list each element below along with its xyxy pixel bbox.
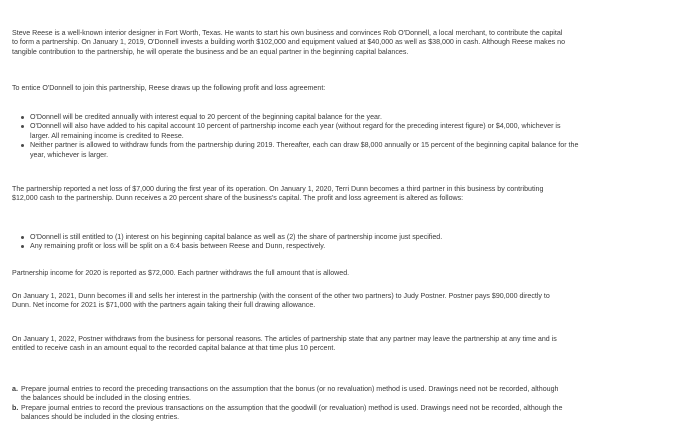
bullet-icon	[21, 116, 24, 119]
question-text: Prepare journal entries to record the previous transactions on the assumption that the goodwill (or revaluation) method is used. Drawings need not be recorded, although the balances should be included in the closing entries.	[21, 403, 563, 422]
altered-agreement-list	[12, 233, 580, 252]
postner-2022-paragraph: On January 1, 2022, Postner withdraws from the business for personal reasons. The articles of partnership state that any partner may leave the partnership at any time and is entitled to receive cash in an amount equal to the recorded capital balance at that time plus 10 percent.	[12, 335, 557, 353]
list-item: O'Donnell will also have added to his capital account 10 percent of partnership income each year (without regard for the preceding interest figure) or $4,000, whichever is larger. All remaining income is credited to Reese.	[12, 122, 580, 141]
question-label: b.	[12, 403, 19, 412]
list-item: O'Donnell is still entitled to (1) interest on his beginning capital balance as well as (2) the share of partnership income just specified.	[12, 233, 580, 242]
bullet-icon	[21, 125, 24, 128]
bullet-icon	[21, 236, 24, 239]
list-item: O'Donnell will be credited annually with interest equal to 20 percent of the beginning capital balance for the year.	[12, 113, 580, 122]
list-item: Neither partner is allowed to withdraw funds from the partnership during 2019. Thereafter, each can draw $8,000 annually or 15 percent of the beginning capital balance for the year, whichever is larger.	[12, 141, 580, 160]
bullet-icon	[21, 245, 24, 248]
agreement-list	[12, 113, 580, 160]
intro-paragraph: Steve Reese is a well-known interior designer in Fort Worth, Texas. He wants to start his own business and convinces Rob O'Donnell, a local merchant, to contribute the capital to form a partnership. On January 1, 2019, O'Donnell invests a building worth $102,000 and equipment valued at $40,000 as well as $38,000 in cash. Although Reese makes no tangible contribution to the partnership, he will operate the business and be an equal partner in the beginning capital balances.	[12, 29, 566, 56]
entice-paragraph: To entice O'Donnell to join this partnership, Reese draws up the following profit and loss agreement:	[12, 84, 326, 92]
question-b	[12, 404, 566, 423]
question-label: a.	[12, 385, 18, 393]
bullet-icon	[21, 144, 24, 147]
question-a	[12, 385, 566, 404]
dunn-2021-paragraph: On January 1, 2021, Dunn becomes ill and sells her interest in the partnership (with the consent of the other two partners) to Judy Postner. Postner pays $90,000 directly to Dunn. Net income for 2021 is $71,000 with the partners again taking their full drawing allowance.	[12, 292, 550, 310]
questions-list	[12, 385, 566, 423]
list-item: Any remaining profit or loss will be split on a 6:4 basis between Reese and Dunn, respectively.	[12, 242, 580, 251]
income-2020-paragraph: Partnership income for 2020 is reported as $72,000. Each partner withdraws the full amount that is allowed.	[12, 269, 350, 277]
question-text: Prepare journal entries to record the preceding transactions on the assumption that the bonus (or no revaluation) method is used. Drawings need not be recorded, although the balances should be included in the closing entries.	[21, 385, 559, 403]
net-loss-paragraph: The partnership reported a net loss of $7,000 during the first year of its operation. On January 1, 2020, Terri Dunn becomes a third partner in this business by contributing $12,000 cash to the partnership. Dunn receives a 20 percent share of the business's capital. The profit and loss agreement is altered as follows:	[12, 185, 544, 203]
